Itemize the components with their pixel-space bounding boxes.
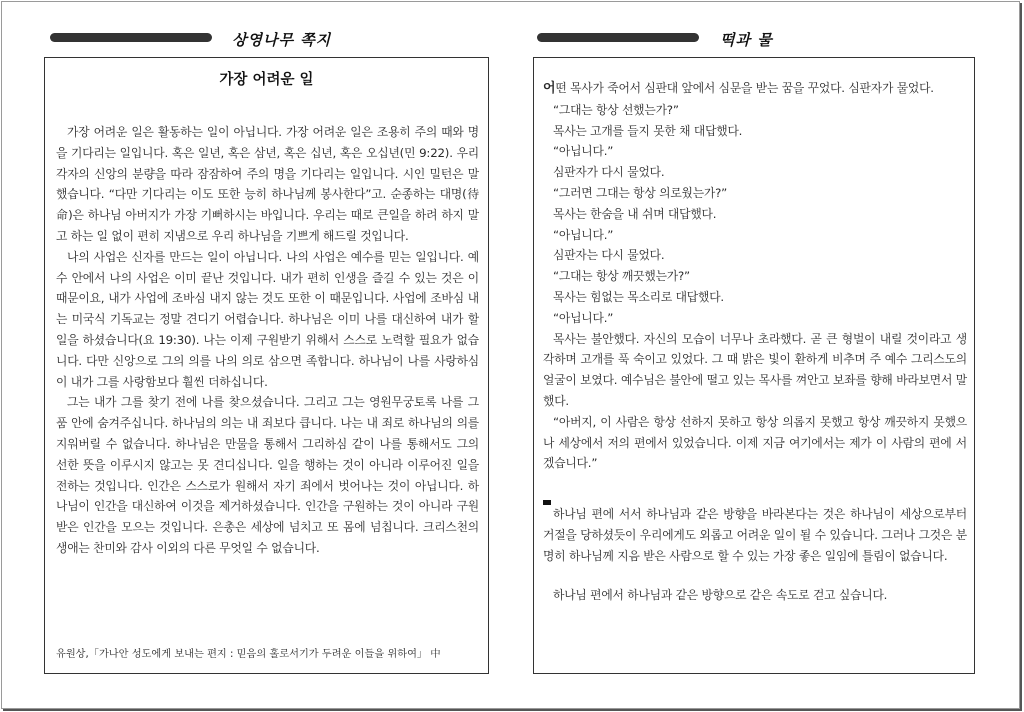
story-opening-text: 떤 목사가 죽어서 심판대 앞에서 심문을 받는 꿈을 꾸었다. 심판자가 물었다. <box>555 81 934 95</box>
story-line: 목사는 고개를 들지 못한 채 대답했다. <box>553 123 743 138</box>
story-line: “그대는 항상 선했는가?” <box>553 102 679 117</box>
story-line: 목사는 힘없는 목소리로 대답했다. <box>553 289 724 304</box>
left-header-bar <box>50 33 212 42</box>
body-paragraph: 가장 어려운 일은 활동하는 일이 아닙니다. 가장 어려운 일은 조용히 주의 때와 명을 기다리는 일입니다. 혹은 일년, 혹은 삼년, 혹은 십년, 혹은 오십년(민 9:22). 우리 각자의 신앙의 분량을 따라 잠잠하여 주의 명을 기다리는 일입니다. 시인 밀턴은 말했습니다. “다만 기다리는 이도 또한 능히 하나님께 봉사한다”고. 순종하는 대명(待命)은 하나님 아버지가 가장 기뻐하시는 바입니다. 우리는 때로 큰일을 하려 하지 말고 하는 일 없이 편히 지냄으로 우리 하나님을 기쁘게 해드릴 것입니다. <box>56 125 479 243</box>
story-line: “아닙니다.” <box>553 227 614 242</box>
story-line: 심판자가 다시 물었다. <box>553 165 665 180</box>
story-line: “그대는 항상 깨끗했는가?” <box>553 269 690 284</box>
story-opening <box>543 78 967 100</box>
square-bullet-icon <box>543 500 551 505</box>
story-line: “그러면 그대는 항상 의로웠는가?” <box>553 185 728 200</box>
story-line: 목사는 한숨을 내 쉬며 대답했다. <box>553 206 717 221</box>
article-title: 가장 어려운 일 <box>219 72 314 88</box>
story-line: “아닙니다.” <box>553 310 614 325</box>
left-article-box <box>44 57 489 674</box>
body-paragraph: 나의 사업은 신자를 만드는 일이 아닙니다. 나의 사업은 예수를 믿는 일입니다. 예수 안에서 나의 사업은 이미 끝난 것입니다. 내가 편히 인생을 즐길 수 있는 것은 이 때문이요, 내가 사업에 조바심 내지 않는 것도 또한 이 때문입니다. 사업에 조바심 내는 미국식 기독교는 정말 견디기 어렵습니다. 하나님은 이미 나를 대신하여 내가 할 일을 하셨습니다(요 19:30). 나는 이제 구원받기 위해서 스스로 노력할 필요가 없습니다. 다만 신앙으로 그의 의를 나의 의로 삼으면 족합니다. 하나님이 나를 사랑하심이 내가 그를 사랑함보다 훨씬 더하십니다. <box>56 249 479 389</box>
body-paragraph: 그는 내가 그를 찾기 전에 나를 찾으셨습니다. 그리고 그는 영원무궁토록 나를 그 품 안에 숨겨주십니다. 하나님의 의는 내 죄보다 큽니다. 나는 내 죄로 하나님의 의를 지워버릴 수 없습니다. 하나님은 만물을 통해서 그리하심 같이 나를 통해서도 그의 선한 뜻을 이루시지 않고는 못 견디십니다. 일을 행하는 것이 아니라 이루어진 일을 전하는 것입니다. 인간은 스스로가 원해서 자기 죄에서 벗어나는 것이 아닙니다. 하나님이 인간을 대신하여 이것을 제거하셨습니다. 인간을 구원하는 것이 아니라 구원받은 인간을 모으는 것입니다. 은총은 세상에 넘치고 또 몸에 넘칩니다. 크리스천의 생애는 찬미와 감사 이외의 다른 무엇일 수 없습니다. <box>56 395 479 555</box>
right-header-title: 떡과 물 <box>720 31 773 49</box>
section-divider <box>543 482 967 504</box>
story-line: 목사는 불안했다. 자신의 모습이 너무나 초라했다. 곧 큰 형벌이 내릴 것이라고 생각하며 고개를 푹 숙이고 있었다. 그 때 밝은 빛이 환하게 비추며 주 예수 그리스도의 얼굴이 보였다. 예수님은 불안에 떨고 있는 목사를 껴안고 보좌를 향해 바라보면서 말했다. <box>543 331 967 408</box>
reflection-paragraph: 하나님 편에 서서 하나님과 같은 방향을 바라본다는 것은 하나님이 세상으로부터 거절을 당하셨듯이 우리에게도 외롭고 어려운 일이 될 수 있습니다. 그러나 그것은 분명히 하나님께 지음 받은 사람으로 할 수 있는 가장 좋은 일임에 틀림이 없습니다. <box>543 507 967 563</box>
source-citation: 유원상,「가나안 성도에게 보내는 편지 : 믿음의 홀로서기가 두려운 이들을 위하여」 中 <box>56 649 441 660</box>
right-article-box <box>533 57 975 674</box>
story-line: “아버지, 이 사람은 항상 선하지 못하고 항상 의롭지 못했고 항상 깨끗하지 못했으나 세상에서 저의 편에서 있었습니다. 이제 지금 여기에서는 제가 이 사람의 편에 서겠습니다.” <box>543 414 967 471</box>
dropcap: 어 <box>543 81 556 96</box>
closing-paragraph: 하나님 편에서 하나님과 같은 방향으로 같은 속도로 걷고 싶습니다. <box>553 587 888 602</box>
story-line: “아닙니다.” <box>553 144 614 159</box>
left-header-title: 상영나무 쪽지 <box>232 31 332 49</box>
right-header-bar <box>537 33 699 42</box>
left-article-body <box>56 122 479 559</box>
right-article-body <box>543 78 967 605</box>
story-line: 심판자는 다시 물었다. <box>553 248 665 263</box>
